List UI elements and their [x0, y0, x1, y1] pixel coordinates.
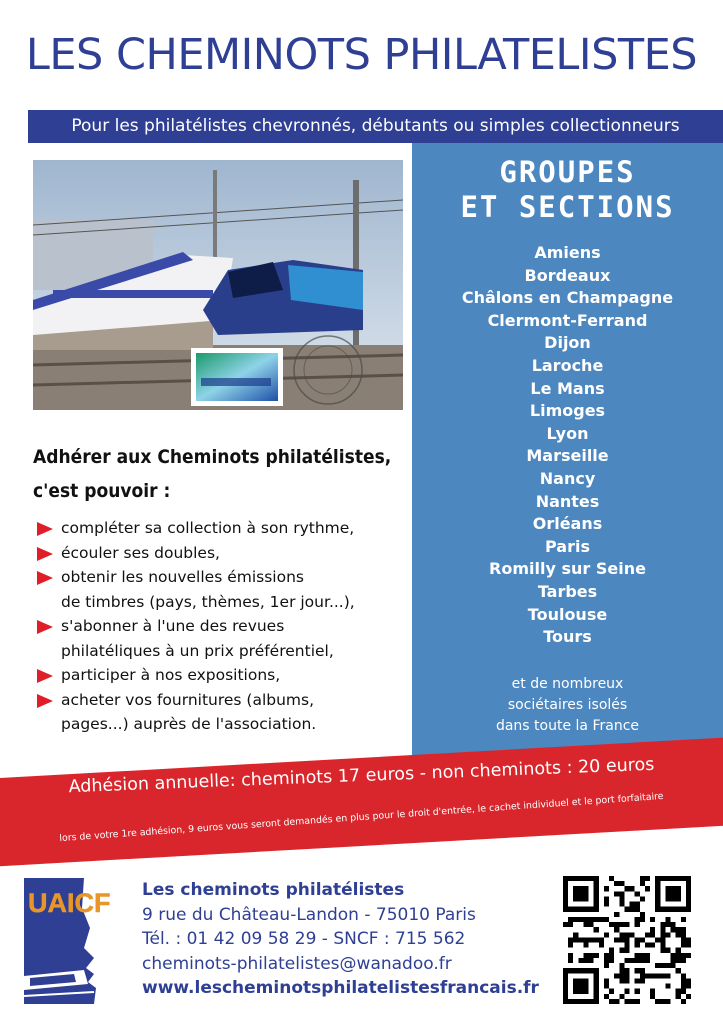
membership-note: lors de votre 1re adhésion, 9 euros vous seront demandés en plus pour le droit d'entrée, le cachet individuel et le port forfaitaire — [59, 790, 664, 845]
intro-line: Adhérer aux Cheminots philatélistes, — [33, 446, 392, 468]
city-item: Romilly sur Seine — [489, 559, 646, 579]
website-link[interactable]: www.lescheminotsphilatelistesfrancais.fr — [142, 978, 539, 998]
groups-heading — [412, 155, 723, 225]
city-item: Limoges — [529, 401, 606, 421]
city-item: Nantes — [535, 491, 600, 511]
note-line: sociétaires isolés — [507, 697, 628, 713]
red-arrow-icon — [37, 694, 53, 708]
city-list — [412, 242, 723, 649]
city-item: Orléans — [532, 514, 603, 534]
isolated-members-note — [412, 674, 723, 737]
city-item: Clermont-Ferrand — [487, 310, 648, 330]
benefit-item: acheter vos fournitures (albums, pages...) auprès de l'association. — [35, 688, 415, 737]
city-item: Le Mans — [530, 378, 605, 398]
svg-text:UAICF: UAICF — [28, 888, 111, 918]
benefit-item: participer à nos expositions, — [35, 663, 415, 688]
city-item: Lyon — [546, 423, 589, 443]
city-item: Toulouse — [527, 604, 608, 624]
city-item: Nancy — [539, 468, 596, 488]
benefit-item: s'abonner à l'une des revues philatéliques à un prix préférentiel, — [35, 614, 415, 663]
red-arrow-icon — [37, 669, 53, 683]
red-arrow-icon — [37, 571, 53, 585]
benefit-item: écouler ses doubles, — [35, 541, 415, 566]
note-line: et de nombreux — [511, 676, 624, 692]
city-item: Tarbes — [537, 581, 598, 601]
membership-fee: Adhésion annuelle: cheminots 17 euros - non cheminots : 20 euros — [68, 754, 655, 798]
groups-heading-line2: ET SECTIONS — [460, 190, 675, 224]
red-arrow-icon — [37, 547, 53, 561]
city-item: Châlons en Champagne — [461, 288, 674, 308]
city-item: Paris — [545, 536, 590, 556]
city-item: Laroche — [531, 355, 604, 375]
benefits-list — [35, 516, 415, 737]
city-item: Amiens — [534, 243, 601, 262]
intro-line: c'est pouvoir : — [33, 480, 171, 502]
benefit-item: obtenir les nouvelles émissions de timbres (pays, thèmes, 1er jour...), — [35, 565, 415, 614]
city-item: Marseille — [526, 446, 609, 466]
address: 9 rue du Château-Landon - 75010 Paris — [142, 904, 476, 925]
intro-heading — [33, 440, 413, 508]
red-arrow-icon — [37, 620, 53, 634]
subtitle-banner: Pour les philatélistes chevronnés, débutants ou simples collectionneurs — [28, 110, 723, 143]
note-line: dans toute la France — [495, 718, 640, 734]
phone: Tél. : 01 42 09 58 29 - SNCF : 715 562 — [142, 929, 466, 949]
page-title: LES CHEMINOTS PHILATELISTES — [25, 30, 698, 80]
uaicf-logo — [24, 878, 130, 1004]
contact-block — [142, 878, 542, 1001]
red-arrow-icon — [37, 522, 53, 536]
email-link[interactable]: cheminots-philatelistes@wanadoo.fr — [142, 953, 452, 974]
city-item: Dijon — [544, 333, 591, 353]
qr-code[interactable] — [563, 876, 691, 1004]
org-name: Les cheminots philatélistes — [142, 880, 405, 900]
city-item: Tours — [543, 627, 592, 647]
train-stamp-photo — [33, 160, 403, 410]
benefit-item: compléter sa collection à son rythme, — [35, 516, 415, 541]
groups-heading-line1: GROUPES — [499, 155, 636, 189]
city-item: Bordeaux — [524, 265, 611, 285]
